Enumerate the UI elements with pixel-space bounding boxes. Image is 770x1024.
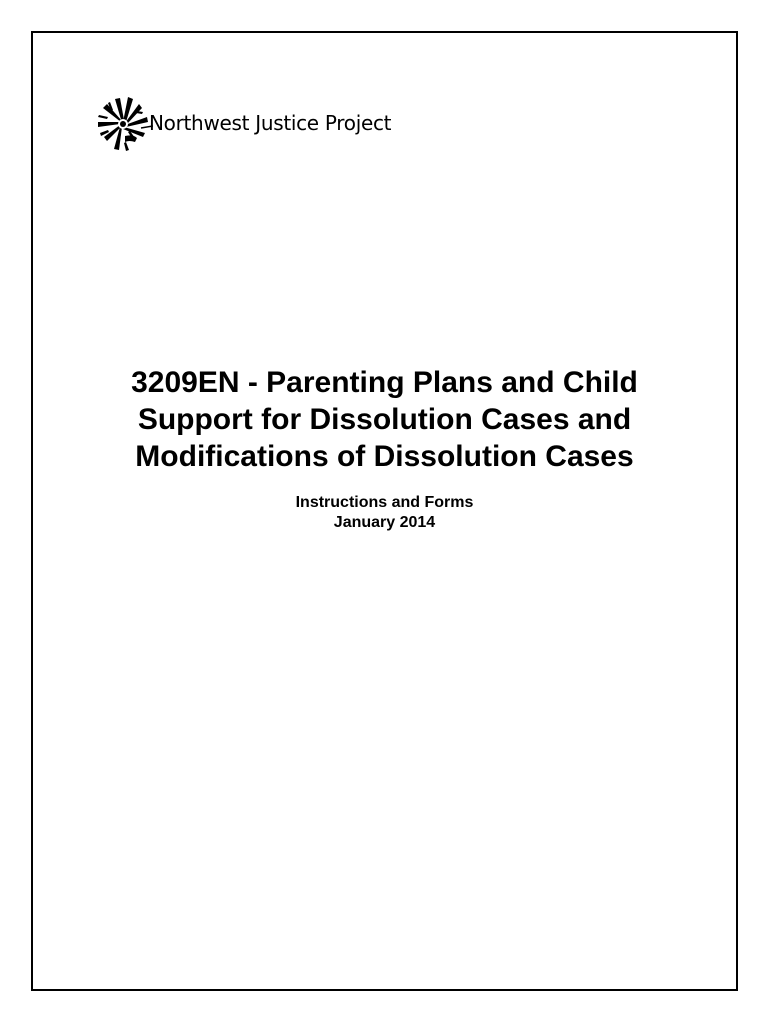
title-line: Modifications of Dissolution Cases — [135, 440, 634, 473]
title-line: 3209EN - Parenting Plans and Child — [131, 366, 638, 399]
subtitle-description: Instructions and Forms — [295, 494, 474, 511]
pinwheel-sun-logo-icon — [95, 96, 153, 152]
organization-name: Northwest Justice Project — [149, 111, 392, 135]
title-line: Support for Dissolution Cases and — [137, 403, 632, 436]
organization-logo — [95, 96, 391, 152]
document-title — [31, 364, 738, 475]
document-subtitle — [31, 493, 738, 533]
subtitle-date: January 2014 — [333, 514, 436, 531]
